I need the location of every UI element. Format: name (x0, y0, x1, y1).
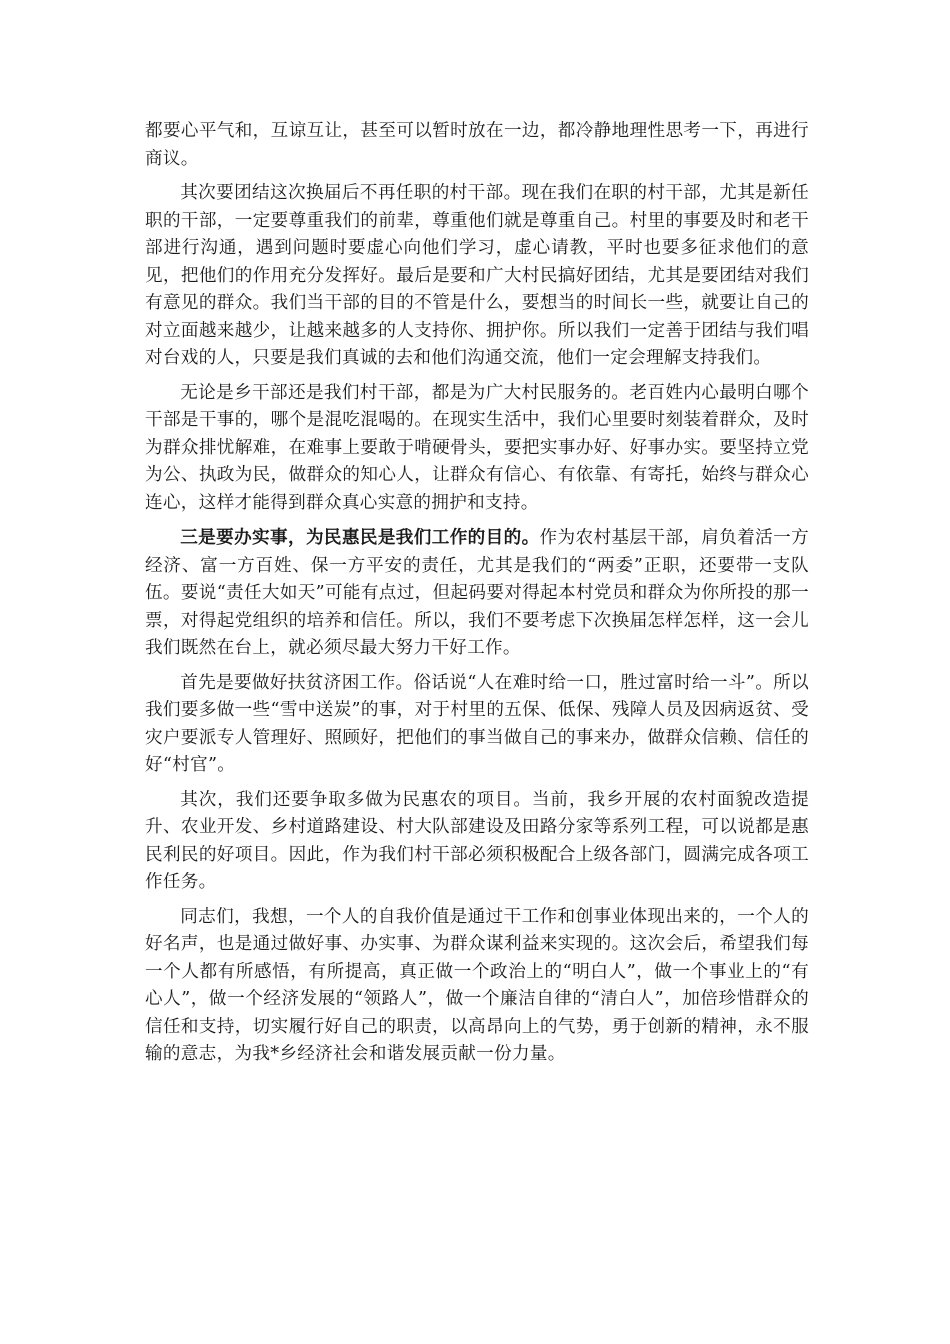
paragraph-6 (145, 787, 809, 897)
paragraph-text: 首先是要做好扶贫济困工作。俗话说“人在难时给一口，胜过富时给一斗”。所以我们要多做一些“雪中送炭”的事，对于村里的五保、低保、残障人员及因病返贫、受灾户要派专人管理好、照顾好，把他们的事当做自己的事来办，做群众信赖、信任的好“村官”。 (145, 672, 809, 775)
paragraph-4 (145, 524, 809, 663)
paragraph-text: 作为农村基层干部，肩负着活一方经济、富一方百姓、保一方平安的责任，尤其是我们的“两委”正职，还要带一支队伍。要说“责任大如天”可能有点过，但起码要对得起本村党员和群众为你所投的那一票，对得起党组织的培养和信任。所以，我们不要考虑下次换届怎样怎样，这一会儿我们既然在台上，就必须尽最大努力干好工作。 (145, 528, 809, 658)
paragraph-text: 其次，我们还要争取多做为民惠农的项目。当前，我乡开展的农村面貌改造提升、农业开发、乡村道路建设、村大队部建设及田路分家等系列工程，可以说都是惠民利民的好项目。因此，作为我们村干部必须积极配合上级各部门，圆满完成各项工作任务。 (145, 789, 809, 892)
paragraph-text: 无论是乡干部还是我们村干部，都是为广大村民服务的。老百姓内心最明白哪个干部是干事的，哪个是混吃混喝的。在现实生活中，我们心里要时刻装着群众，及时为群众排忧解难，在难事上要敢于啃硬骨头，要把实事办好、好事办实。要坚持立党为公、执政为民，做群众的知心人，让群众有信心、有依靠、有寄托，始终与群众心连心，这样才能得到群众真心实意的拥护和支持。 (145, 382, 809, 513)
document-page (145, 118, 809, 1076)
paragraph-text: 同志们，我想，一个人的自我价值是通过干工作和创事业体现出来的，一个人的好名声，也是通过做好事、办实事、为群众谋利益来实现的。这次会后，希望我们每一个人都有所感悟，有所提高，真正做一个政治上的“明白人”，做一个事业上的“有心人”，做一个经济发展的“领路人”，做一个廉洁自律的“清白人”，加倍珍惜群众的信任和支持，切实履行好自己的职责，以高昂向上的气势，勇于创新的精神，永不服输的意志，为我*乡经济社会和谐发展贡献一份力量。 (145, 906, 809, 1064)
paragraph-text: 都要心平气和，互谅互让，甚至可以暂时放在一边，都冷静地理性思考一下，再进行商议。 (145, 121, 809, 169)
paragraph-5 (145, 670, 809, 780)
paragraph-text: 其次要团结这次换届后不再任职的村干部。现在我们在职的村干部，尤其是新任职的干部，一定要尊重我们的前辈，尊重他们就是尊重自己。村里的事要及时和老干部进行沟通，遇到问题时要虚心向他们学习，虚心请教，平时也要多征求他们的意见，把他们的作用充分发挥好。最后是要和广大村民搞好团结，尤其是要团结对我们有意见的群众。我们当干部的目的不管是什么，要想当的时间长一些，就要让自己的对立面越来越少，让越来越多的人支持你、拥护你。所以我们一定善于团结与我们唱对台戏的人，只要是我们真诚的去和他们沟通交流，他们一定会理解支持我们。 (145, 183, 809, 368)
paragraph-2 (145, 180, 809, 373)
paragraph-1 (145, 118, 809, 173)
paragraph-heading: 三是要办实事，为民惠民是我们工作的目的。 (180, 527, 540, 548)
paragraph-3 (145, 380, 809, 518)
paragraph-7 (145, 904, 809, 1069)
